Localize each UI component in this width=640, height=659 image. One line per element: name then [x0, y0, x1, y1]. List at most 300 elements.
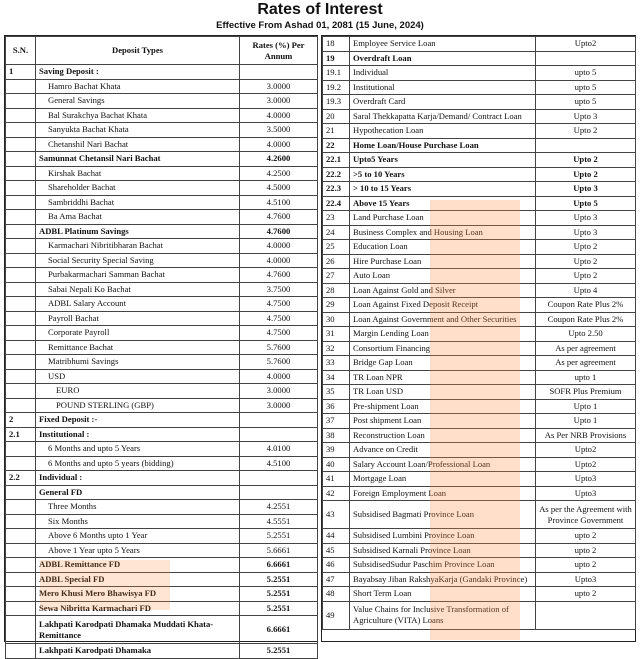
rate-cell: 3.0000: [240, 94, 318, 109]
sn-cell: 47: [323, 572, 350, 587]
rate-cell: Upto2: [536, 457, 636, 472]
rate-cell: upto 2: [536, 543, 636, 558]
sn-cell: 20: [323, 109, 350, 124]
sn-cell: 19.1: [323, 66, 350, 81]
sn-cell: [6, 514, 36, 529]
type-cell: ADBL Salary Account: [36, 297, 240, 312]
table-row: [323, 457, 636, 472]
sn-cell: [6, 587, 36, 602]
sn-cell: 36: [323, 399, 350, 414]
type-cell: Matribhumi Savings: [36, 355, 240, 370]
table-row: [6, 166, 318, 181]
sn-cell: 29: [323, 298, 350, 313]
table-row: [6, 311, 318, 326]
type-cell: Above 15 Years: [350, 196, 536, 211]
sn-cell: [6, 326, 36, 341]
type-cell: Overdraft Card: [350, 95, 536, 110]
rate-cell: 3.5000: [240, 123, 318, 138]
table-row: [323, 472, 636, 487]
sn-cell: 42: [323, 486, 350, 501]
sn-cell: [6, 297, 36, 312]
table-row: [323, 95, 636, 110]
rate-cell: 5.2551: [240, 644, 318, 659]
table-row: [323, 529, 636, 544]
table-row: [6, 616, 318, 644]
rate-cell: Coupon Rate Plus 2%: [536, 298, 636, 313]
type-cell: > 10 to 15 Years: [350, 182, 536, 197]
table-row: [323, 428, 636, 443]
sn-cell: [6, 224, 36, 239]
sn-cell: 27: [323, 269, 350, 284]
table-row: [6, 355, 318, 370]
table-row: [6, 79, 318, 94]
table-row: [323, 543, 636, 558]
type-cell: Short Term Loan: [350, 587, 536, 602]
sn-cell: 32: [323, 341, 350, 356]
type-cell: Salary Account Loan/Professional Loan: [350, 457, 536, 472]
table-row: [6, 442, 318, 457]
table-row: [6, 644, 318, 659]
table-row: [6, 326, 318, 341]
sn-cell: [6, 210, 36, 225]
rate-cell: Upto 3: [536, 225, 636, 240]
table-row: [6, 195, 318, 210]
type-cell: Lakhpati Karodpati Dhamaka Muddati Khata- Remittance: [36, 616, 240, 644]
type-cell: USD: [36, 369, 240, 384]
rate-cell: 4.0100: [240, 442, 318, 457]
sn-cell: [6, 282, 36, 297]
sn-cell: 35: [323, 385, 350, 400]
type-cell: Reconstruction Loan: [350, 428, 536, 443]
type-cell: Chetanshil Nari Bachat: [36, 137, 240, 152]
sn-cell: 43: [323, 501, 350, 529]
rate-cell: 4.5100: [240, 195, 318, 210]
sn-cell: [6, 529, 36, 544]
rate-cell: upto 5: [536, 95, 636, 110]
sn-cell: 2: [6, 413, 36, 428]
type-cell: Subsidised Lumbini Province Loan: [350, 529, 536, 544]
sn-cell: 22.1: [323, 153, 350, 168]
type-cell: ADBL Special FD: [36, 572, 240, 587]
sn-cell: 22: [323, 138, 350, 153]
type-cell: Subsidised Karnali Province Loan: [350, 543, 536, 558]
sn-cell: [6, 442, 36, 457]
table-row: [323, 341, 636, 356]
col-header-deposit-types: Deposit Types: [36, 37, 240, 65]
type-cell: SubsidisedSudur Paschim Province Loan: [350, 558, 536, 573]
type-cell: Social Security Special Saving: [36, 253, 240, 268]
type-cell: Sambriddhi Bachat: [36, 195, 240, 210]
type-cell: Hamro Bachat Khata: [36, 79, 240, 94]
type-cell: TR Loan USD: [350, 385, 536, 400]
sn-cell: 24: [323, 225, 350, 240]
rate-cell: Upto 1: [536, 399, 636, 414]
table-row: [323, 572, 636, 587]
rate-cell: 4.2600: [240, 152, 318, 167]
rate-cell: Upto 5: [536, 196, 636, 211]
rate-cell: 4.2551: [240, 500, 318, 515]
table-row: [6, 369, 318, 384]
table-row: [323, 153, 636, 168]
rate-cell: 6.6661: [240, 616, 318, 644]
table-row: [323, 124, 636, 139]
rate-cell: Upto 2: [536, 240, 636, 255]
type-cell: Saral Thekkapatta Karja/Demand/ Contract Loan: [350, 109, 536, 124]
sn-cell: [6, 311, 36, 326]
table-row: [323, 182, 636, 197]
rate-cell: 4.2500: [240, 166, 318, 181]
table-row: [6, 210, 318, 225]
sn-cell: 40: [323, 457, 350, 472]
table-row: [323, 196, 636, 211]
type-cell: Institutional :: [36, 427, 240, 442]
sn-cell: 19.2: [323, 80, 350, 95]
table-row: [6, 137, 318, 152]
type-cell: Employee Service Loan: [350, 37, 536, 52]
sn-cell: 22.4: [323, 196, 350, 211]
type-cell: Mortgage Loan: [350, 472, 536, 487]
type-cell: Ba Ama Bachat: [36, 210, 240, 225]
type-cell: Foreign Employment Loan: [350, 486, 536, 501]
table-row: [323, 283, 636, 298]
type-cell: Above 1 Year upto 5 Years: [36, 543, 240, 558]
rate-cell: 3.0000: [240, 384, 318, 399]
sn-cell: [6, 123, 36, 138]
rate-cell: As per agreement: [536, 356, 636, 371]
rate-cell: Upto2: [536, 37, 636, 52]
sn-cell: [6, 369, 36, 384]
sn-cell: 45: [323, 543, 350, 558]
type-cell: Land Purchase Loan: [350, 211, 536, 226]
table-row: [323, 312, 636, 327]
rate-cell: 4.5100: [240, 456, 318, 471]
table-row: [6, 282, 318, 297]
table-row: [323, 51, 636, 66]
rate-cell: upto 5: [536, 80, 636, 95]
table-row: [6, 94, 318, 109]
table-row: [6, 239, 318, 254]
rate-cell: Coupon Rate Plus 2%: [536, 312, 636, 327]
sn-cell: [6, 268, 36, 283]
rate-cell: [240, 427, 318, 442]
sn-cell: [6, 166, 36, 181]
sn-cell: [6, 558, 36, 573]
type-cell: Six Months: [36, 514, 240, 529]
type-cell: Pre-shipment Loan: [350, 399, 536, 414]
type-cell: Corporate Payroll: [36, 326, 240, 341]
sn-cell: [6, 253, 36, 268]
table-row: [323, 269, 636, 284]
rate-cell: Upto 3: [536, 109, 636, 124]
sn-cell: [6, 79, 36, 94]
sn-cell: 21: [323, 124, 350, 139]
table-row: [323, 370, 636, 385]
sn-cell: 39: [323, 443, 350, 458]
rate-cell: 5.7600: [240, 340, 318, 355]
type-cell: TR Loan NPR: [350, 370, 536, 385]
table-row: [323, 356, 636, 371]
sn-cell: 44: [323, 529, 350, 544]
table-row: [6, 587, 318, 602]
type-cell: 6 Months and upto 5 years (bidding): [36, 456, 240, 471]
rate-cell: 4.5000: [240, 181, 318, 196]
rate-cell: [536, 601, 636, 629]
type-cell: ADBL Platinum Savings: [36, 224, 240, 239]
type-cell: Sanyukta Bachat Khata: [36, 123, 240, 138]
type-cell: General FD: [36, 485, 240, 500]
rate-cell: 3.0000: [240, 79, 318, 94]
sn-cell: [6, 398, 36, 413]
rate-cell: As Per NRB Provisions: [536, 428, 636, 443]
table-row: [323, 240, 636, 255]
page-title: Rates of Interest: [257, 1, 383, 18]
sn-cell: [6, 485, 36, 500]
table-row: [323, 601, 636, 629]
type-cell: Hypothecation Loan: [350, 124, 536, 139]
deposit-rates-body: [6, 65, 318, 659]
sn-cell: [6, 384, 36, 399]
sn-cell: [6, 137, 36, 152]
table-row: [6, 543, 318, 558]
rate-cell: upto 2: [536, 587, 636, 602]
sn-cell: [6, 152, 36, 167]
rate-cell: Upto 3: [536, 211, 636, 226]
rate-cell: Upto 2: [536, 124, 636, 139]
table-row: [6, 558, 318, 573]
rate-cell: 4.5551: [240, 514, 318, 529]
type-cell: Shareholder Bachat: [36, 181, 240, 196]
deposit-rates-panel: [4, 35, 318, 655]
rate-cell: 4.7500: [240, 311, 318, 326]
table-row: [6, 500, 318, 515]
effective-date: Effective From Ashad 01, 2081 (15 June, 2024): [216, 20, 424, 31]
type-cell: Remittance Bachat: [36, 340, 240, 355]
sn-cell: 22.2: [323, 167, 350, 182]
sn-cell: 23: [323, 211, 350, 226]
rate-cell: Upto 2: [536, 254, 636, 269]
rate-cell: SOFR Plus Premium: [536, 385, 636, 400]
sn-cell: 46: [323, 558, 350, 573]
table-row: [323, 327, 636, 342]
type-cell: Loan Against Government and Other Securities: [350, 312, 536, 327]
table-row: [323, 225, 636, 240]
rate-cell: 4.7500: [240, 326, 318, 341]
loan-rates-body: [323, 37, 636, 630]
sn-cell: 30: [323, 312, 350, 327]
rate-cell: As per agreement: [536, 341, 636, 356]
table-row: [323, 486, 636, 501]
rate-cell: Upto 3: [536, 182, 636, 197]
type-cell: Bridge Gap Loan: [350, 356, 536, 371]
table-row: [6, 514, 318, 529]
sn-cell: 31: [323, 327, 350, 342]
rate-cell: 3.7500: [240, 282, 318, 297]
table-row: [323, 109, 636, 124]
rate-cell: 5.2551: [240, 587, 318, 602]
type-cell: Karmachari Nibritibharan Bachat: [36, 239, 240, 254]
type-cell: Individual :: [36, 471, 240, 486]
rate-cell: 5.2551: [240, 601, 318, 616]
table-row: [323, 587, 636, 602]
sn-cell: [6, 340, 36, 355]
rate-cell: [536, 51, 636, 66]
rate-cell: Upto 2.50: [536, 327, 636, 342]
type-cell: Saving Deposit :: [36, 65, 240, 80]
table-row: [323, 254, 636, 269]
type-cell: EURO: [36, 384, 240, 399]
table-row: [6, 268, 318, 283]
rate-cell: upto 1: [536, 370, 636, 385]
sn-cell: [6, 195, 36, 210]
rate-cell: [240, 471, 318, 486]
rate-cell: upto 2: [536, 529, 636, 544]
sn-cell: 41: [323, 472, 350, 487]
table-row: [323, 385, 636, 400]
sn-cell: 19: [323, 51, 350, 66]
type-cell: Payroll Bachat: [36, 311, 240, 326]
sn-cell: [6, 239, 36, 254]
sn-cell: 48: [323, 587, 350, 602]
type-cell: Kirshak Bachat: [36, 166, 240, 181]
table-row: [323, 558, 636, 573]
type-cell: Margin Lending Loan: [350, 327, 536, 342]
table-row: [6, 108, 318, 123]
sn-cell: 1: [6, 65, 36, 80]
table-row: [6, 529, 318, 544]
table-row: [323, 138, 636, 153]
type-cell: Overdraft Loan: [350, 51, 536, 66]
type-cell: Fixed Deposit :-: [36, 413, 240, 428]
table-row: [6, 152, 318, 167]
table-row: [323, 501, 636, 529]
sn-cell: 28: [323, 283, 350, 298]
table-row: [323, 399, 636, 414]
rate-cell: Upto 2: [536, 153, 636, 168]
rate-cell: [240, 485, 318, 500]
type-cell: Institutional: [350, 80, 536, 95]
sn-cell: 37: [323, 414, 350, 429]
table-row: [6, 65, 318, 80]
col-header-rates: Rates (%) Per Annum: [240, 37, 318, 65]
sn-cell: [6, 355, 36, 370]
table-row: [6, 601, 318, 616]
sn-cell: 19.3: [323, 95, 350, 110]
rate-cell: 4.0000: [240, 239, 318, 254]
table-row: [6, 398, 318, 413]
type-cell: Hire Purchase Loan: [350, 254, 536, 269]
sn-cell: [6, 543, 36, 558]
table-row: [6, 471, 318, 486]
type-cell: Consortium Financing: [350, 341, 536, 356]
sn-cell: [6, 456, 36, 471]
type-cell: Advance on Credit: [350, 443, 536, 458]
rate-cell: [240, 413, 318, 428]
rate-cell: 5.2551: [240, 572, 318, 587]
rate-cell: Upto 2: [536, 269, 636, 284]
type-cell: Above 6 Months upto 1 Year: [36, 529, 240, 544]
rate-cell: 5.2551: [240, 529, 318, 544]
rate-cell: 4.7600: [240, 210, 318, 225]
sn-cell: 2.2: [6, 471, 36, 486]
table-row: [6, 224, 318, 239]
table-row: [6, 413, 318, 428]
sn-cell: [6, 108, 36, 123]
sn-cell: [6, 644, 36, 659]
rate-cell: [536, 138, 636, 153]
rate-cell: 4.0000: [240, 108, 318, 123]
type-cell: 6 Months and upto 5 Years: [36, 442, 240, 457]
table-row: [323, 211, 636, 226]
table-row: [323, 37, 636, 52]
type-cell: Home Loan/House Purchase Loan: [350, 138, 536, 153]
rate-cell: 4.7600: [240, 224, 318, 239]
table-row: [6, 572, 318, 587]
type-cell: Loan Against Gold and Silver: [350, 283, 536, 298]
table-row: [6, 456, 318, 471]
sn-cell: 26: [323, 254, 350, 269]
type-cell: Education Loan: [350, 240, 536, 255]
table-row: [6, 427, 318, 442]
rate-cell: 4.7600: [240, 268, 318, 283]
table-row: [6, 181, 318, 196]
rate-cell: upto 2: [536, 558, 636, 573]
table-row: [6, 297, 318, 312]
table-row: [6, 253, 318, 268]
rate-cell: 5.6661: [240, 543, 318, 558]
table-header-row: [6, 37, 318, 65]
type-cell: Mero Khusi Mero Bhawisya FD: [36, 587, 240, 602]
rate-cell: 5.7600: [240, 355, 318, 370]
rate-cell: 4.0000: [240, 369, 318, 384]
sn-cell: [6, 181, 36, 196]
type-cell: Upto5 Years: [350, 153, 536, 168]
table-row: [323, 167, 636, 182]
table-row: [6, 340, 318, 355]
rate-cell: Upto 2: [536, 167, 636, 182]
table-row: [323, 414, 636, 429]
table-row: [323, 298, 636, 313]
sn-cell: [6, 601, 36, 616]
rate-cell: 4.0000: [240, 137, 318, 152]
col-header-sn: S.N.: [6, 37, 36, 65]
type-cell: Sewa Nibritta Karmachari FD: [36, 601, 240, 616]
type-cell: Samunnat Chetansil Nari Bachat: [36, 152, 240, 167]
sn-cell: 33: [323, 356, 350, 371]
type-cell: Post shipment Loan: [350, 414, 536, 429]
sn-cell: [6, 572, 36, 587]
type-cell: Value Chains for Inclusive Transformation of Agriculture (VITA) Loans: [350, 601, 536, 629]
sn-cell: 49: [323, 601, 350, 629]
rate-cell: [240, 65, 318, 80]
type-cell: Business Complex and Housing Loan: [350, 225, 536, 240]
type-cell: >5 to 10 Years: [350, 167, 536, 182]
table-row: [323, 66, 636, 81]
rate-cell: 4.7500: [240, 297, 318, 312]
sn-cell: [6, 616, 36, 644]
type-cell: ADBL Remittance FD: [36, 558, 240, 573]
rate-cell: 3.0000: [240, 398, 318, 413]
rate-cell: 4.0000: [240, 253, 318, 268]
sn-cell: 18: [323, 37, 350, 52]
rate-cell: Upto3: [536, 486, 636, 501]
table-row: [6, 384, 318, 399]
type-cell: Purbakarmachari Samman Bachat: [36, 268, 240, 283]
table-row: [6, 485, 318, 500]
rate-cell: As per the Agreement with Province Government: [536, 501, 636, 529]
type-cell: Subsidised Bagmati Province Loan: [350, 501, 536, 529]
table-row: [323, 443, 636, 458]
type-cell: Three Months: [36, 500, 240, 515]
